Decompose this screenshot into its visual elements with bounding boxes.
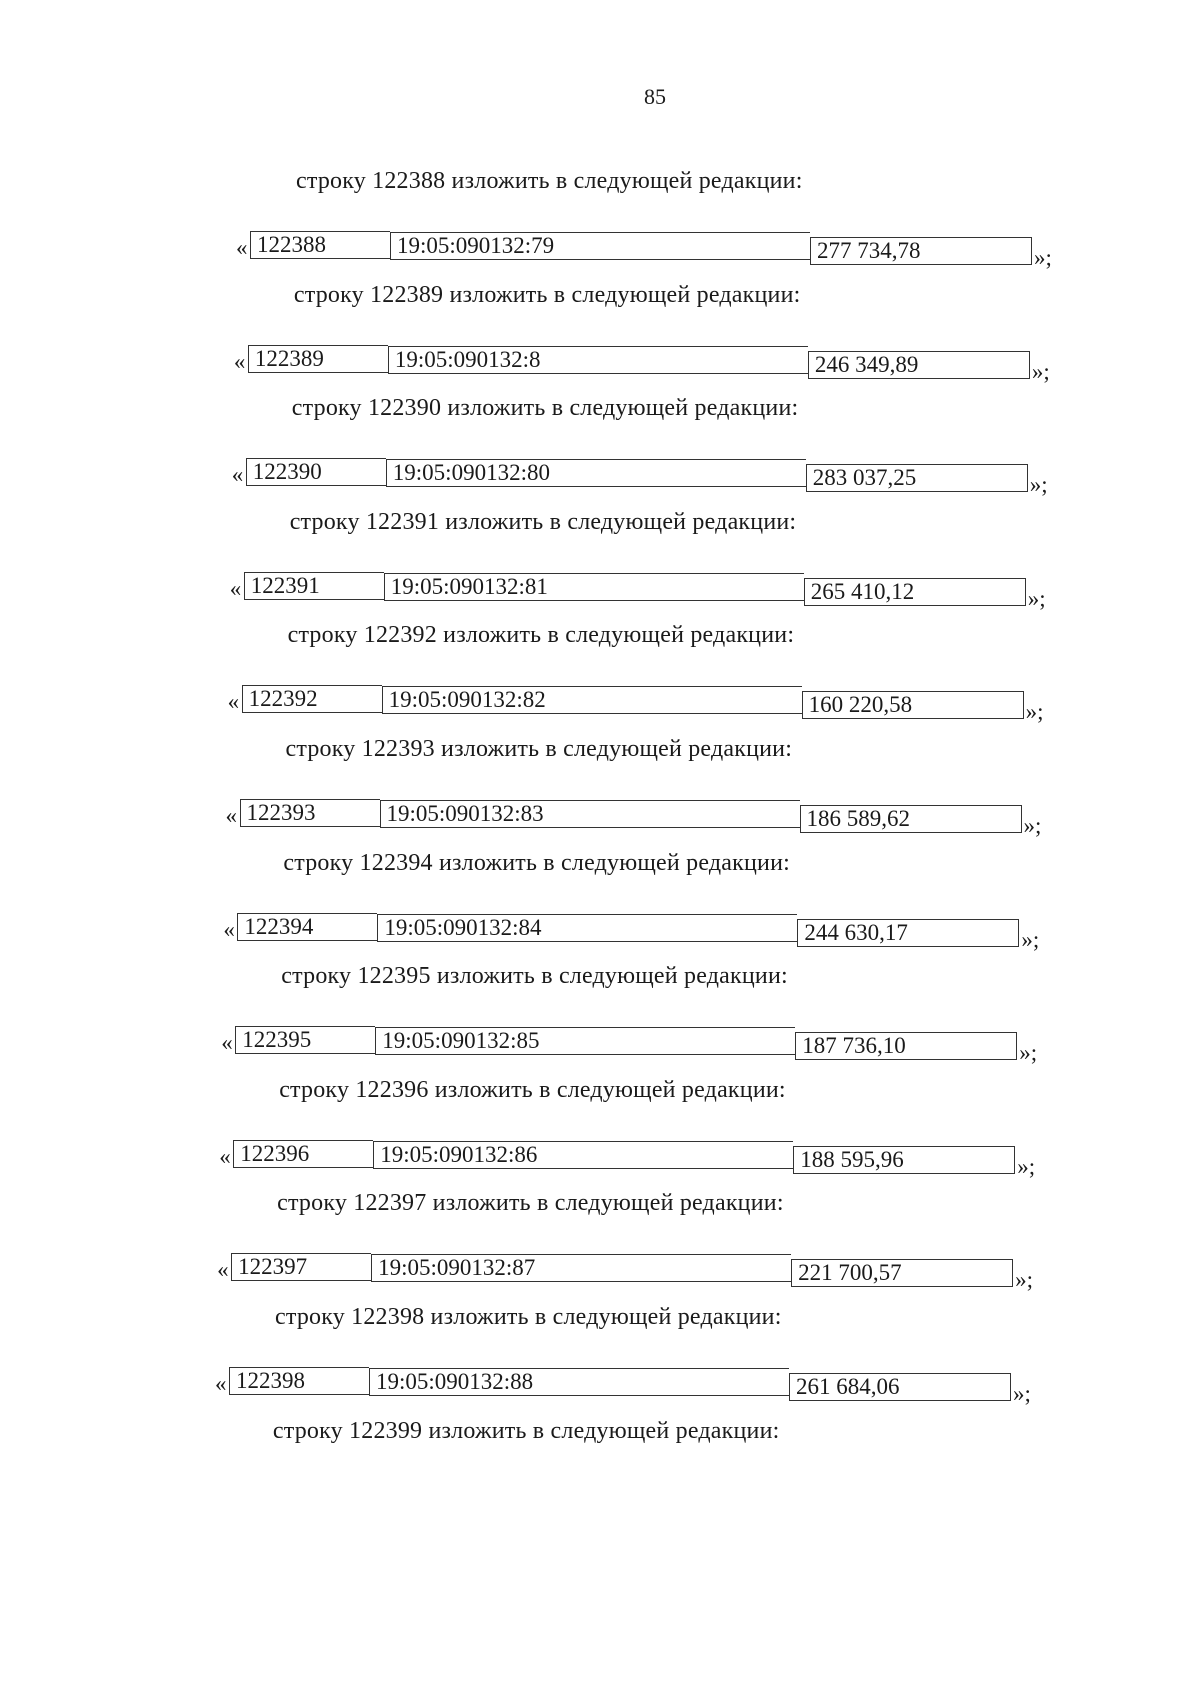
cadastral-value-cell: 244 630,17: [797, 919, 1019, 947]
cadastral-value-cell: 246 349,89: [808, 351, 1030, 379]
close-quote: »;: [1013, 1381, 1031, 1406]
table-row: [221, 1026, 1071, 1066]
open-quote: «: [217, 1257, 229, 1283]
table-row: [236, 231, 1086, 271]
table-row: [217, 1253, 1067, 1293]
open-quote: «: [229, 575, 242, 601]
cadastral-value-cell: 160 220,58: [802, 691, 1024, 719]
close-quote: »;: [1019, 1040, 1038, 1066]
open-quote: «: [219, 1143, 231, 1169]
row-code-cell: 122390: [246, 458, 386, 486]
close-quote: »;: [1017, 1153, 1036, 1179]
row-code-cell: 122397: [231, 1253, 371, 1281]
table-row: [230, 572, 1080, 612]
table-row: [226, 799, 1076, 839]
open-quote: «: [221, 1030, 233, 1056]
instruction-text: строку 122393 изложить в следующей редакции:: [285, 736, 793, 762]
table-row: [232, 458, 1082, 498]
cadastral-number-cell: 19:05:090132:87: [371, 1254, 791, 1282]
cadastral-number-cell: 19:05:090132:81: [384, 573, 804, 601]
cadastral-number-cell: 19:05:090132:79: [390, 232, 810, 260]
cadastral-value-cell: 221 700,57: [791, 1259, 1013, 1287]
instruction-text: строку 122392 изложить в следующей редакции:: [287, 622, 795, 649]
cadastral-number-cell: 19:05:090132:86: [373, 1141, 793, 1169]
table-row: [234, 345, 1084, 385]
open-quote: «: [223, 916, 235, 942]
close-quote: »;: [1015, 1267, 1033, 1293]
open-quote: «: [233, 348, 246, 374]
final-instruction: строку 122399 изложить в следующей редакции:: [272, 1417, 780, 1444]
table-row: [219, 1140, 1069, 1180]
row-code-cell: 122398: [229, 1367, 369, 1395]
cadastral-number-cell: 19:05:090132:8: [388, 346, 808, 374]
row-code-cell: 122391: [244, 572, 384, 600]
cadastral-number-cell: 19:05:090132:80: [386, 459, 806, 487]
table-row: [228, 685, 1078, 725]
cadastral-value-cell: 186 589,62: [800, 805, 1022, 833]
close-quote: »;: [1025, 699, 1044, 725]
row-code-cell: 122388: [250, 231, 390, 259]
open-quote: «: [225, 803, 237, 828]
row-code-cell: 122392: [242, 685, 382, 713]
close-quote: »;: [1021, 926, 1040, 952]
cadastral-number-cell: 19:05:090132:83: [380, 800, 800, 828]
instruction-text: строку 122388 изложить в следующей редакции:: [296, 168, 803, 194]
cadastral-value-cell: 277 734,78: [810, 237, 1032, 265]
instruction-text: строку 122398 изложить в следующей редакции:: [275, 1304, 782, 1330]
open-quote: «: [236, 235, 248, 260]
page-number: 85: [644, 84, 666, 109]
instruction-text: строку 122391 изложить в следующей редакции:: [289, 508, 797, 535]
table-row: [215, 1367, 1065, 1407]
cadastral-number-cell: 19:05:090132:84: [377, 914, 797, 942]
cadastral-number-cell: 19:05:090132:85: [375, 1027, 795, 1055]
row-code-cell: 122394: [237, 913, 377, 941]
instruction-text: строку 122394 изложить в следующей редакции:: [283, 849, 790, 876]
cadastral-value-cell: 187 736,10: [795, 1032, 1017, 1060]
cadastral-value-cell: 283 037,25: [806, 464, 1028, 492]
cadastral-number-cell: 19:05:090132:88: [369, 1368, 789, 1396]
cadastral-value-cell: 265 410,12: [804, 578, 1026, 606]
cadastral-number-cell: 19:05:090132:82: [382, 686, 802, 714]
instruction-text: строку 122397 изложить в следующей редакции:: [277, 1190, 784, 1217]
row-code-cell: 122393: [240, 799, 380, 827]
close-quote: »;: [1027, 585, 1046, 611]
open-quote: «: [231, 462, 244, 488]
close-quote: »;: [1023, 813, 1042, 838]
open-quote: «: [227, 689, 240, 715]
open-quote: «: [215, 1371, 227, 1396]
instruction-text: строку 122395 изложить в следующей редакции:: [281, 963, 788, 990]
row-code-cell: 122395: [235, 1026, 375, 1054]
close-quote: »;: [1031, 358, 1050, 384]
table-row: [223, 913, 1073, 953]
row-code-cell: 122389: [248, 345, 388, 373]
instruction-text: строку 122389 изложить в следующей редакции:: [293, 281, 801, 308]
instruction-text: строку 122390 изложить в следующей редакции:: [291, 395, 799, 422]
instruction-text: строку 122396 изложить в следующей редакции:: [279, 1076, 786, 1103]
cadastral-value-cell: 261 684,06: [789, 1373, 1011, 1401]
cadastral-value-cell: 188 595,96: [793, 1146, 1015, 1174]
close-quote: »;: [1034, 245, 1052, 270]
row-code-cell: 122396: [233, 1140, 373, 1168]
close-quote: »;: [1029, 472, 1048, 498]
